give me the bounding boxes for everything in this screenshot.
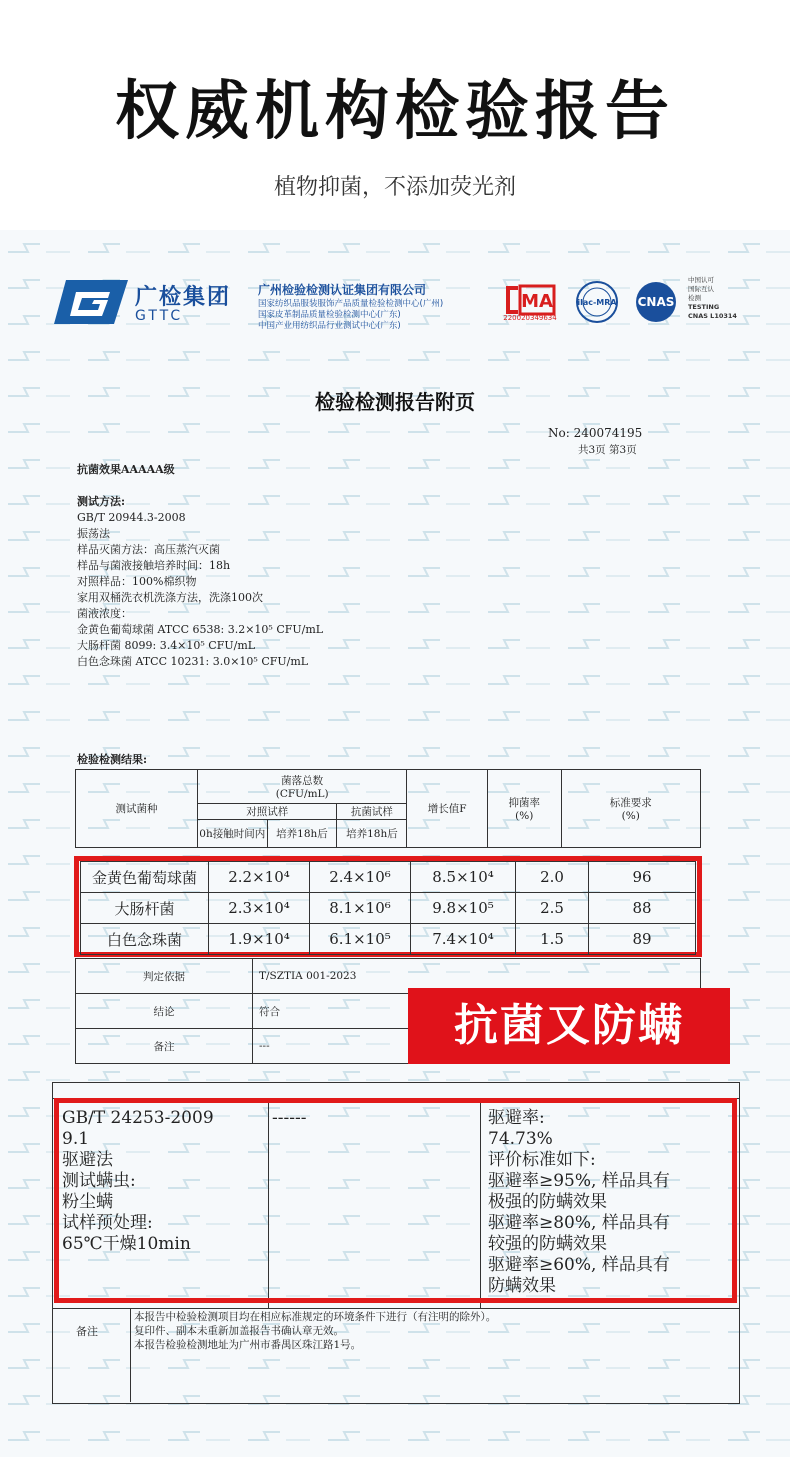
- method-line: 白色念珠菌 ATCC 10231: 3.0×10⁵ CFU/mL: [77, 655, 309, 668]
- conclusion-value: 符合: [253, 994, 701, 1029]
- mite-bottom-rule: [52, 1308, 740, 1309]
- row-c0: 2.2×10⁴: [209, 862, 310, 893]
- mite-note: [134, 1310, 496, 1352]
- row-a18: 9.8×10⁵: [411, 893, 516, 924]
- org-line-2: 国家皮革制品质量检验检测中心(广东): [258, 310, 401, 320]
- th-strain: 测试菌种: [76, 770, 198, 848]
- method-line: 样品与菌液接触培养时间：18h: [77, 559, 231, 572]
- grade-label: 抗菌效果AAAAA级: [77, 463, 175, 476]
- row-strain: 金黄色葡萄球菌: [81, 862, 209, 893]
- method-line: 金黄色葡萄球菌 ATCC 6538: 3.2×10⁵ CFU/mL: [77, 623, 324, 636]
- cnas-caption-4: TESTING: [688, 303, 720, 311]
- org-name: 广州检验检测认证集团有限公司: [258, 283, 427, 297]
- th-total-label: 菌落总数: [281, 775, 324, 787]
- table-row: [81, 924, 696, 955]
- cnas-caption-2: 国际互认: [688, 285, 714, 293]
- row-f: 2.0: [516, 862, 589, 893]
- row-c18: 2.4×10⁶: [310, 862, 411, 893]
- cnas-caption-3: 检测: [688, 294, 701, 302]
- row-a18: 8.5×10⁴: [411, 862, 516, 893]
- report-pages: 共3页 第3页: [578, 444, 637, 456]
- th-total: [198, 770, 407, 804]
- row-strain: 大肠杆菌: [81, 893, 209, 924]
- method-line: 菌液浓度：: [77, 607, 132, 620]
- ilac-text: ilac-MRA: [577, 298, 617, 307]
- cnas-caption: [688, 276, 737, 321]
- th-inhibit-label: 抑菌率: [508, 797, 540, 809]
- method-line: 样品灭菌方法：高压蒸汽灭菌: [77, 543, 220, 556]
- mite-note-line: 复印件、副本未重新加盖报告书确认章无效。: [134, 1325, 344, 1337]
- note-value: ---: [253, 1029, 701, 1064]
- mite-note-divider: [130, 1308, 131, 1402]
- row-c18: 8.1×10⁶: [310, 893, 411, 924]
- org-line-3: 中国产业用纺织品行业测试中心(广东): [258, 321, 401, 331]
- cma-text: MA: [521, 291, 553, 312]
- method-line: 家用双桶洗衣机洗涤方法，洗涤100次: [77, 591, 263, 604]
- row-rate: 96: [589, 862, 696, 893]
- row-c18: 6.1×10⁵: [310, 924, 411, 955]
- results-table-header: [75, 769, 701, 848]
- table-row: [81, 893, 696, 924]
- mite-control: ------: [272, 1108, 307, 1128]
- report-number: No: 240074195: [548, 426, 643, 440]
- mite-result: 驱避率: 74.73% 评价标准如下: 驱避率≥95%, 样品具有 极强的防螨效果 驱避率≥80%, 样品具有 较强的防螨效果 驱避率≥60%, 样品具有 防螨效果: [488, 1108, 670, 1296]
- cnas-caption-1: 中国认可: [688, 276, 714, 284]
- page-title: 权威机构检验报告: [115, 75, 675, 149]
- report-title: 检验检测报告附页: [315, 390, 475, 414]
- promo-banner: 抗菌又防螨: [408, 988, 730, 1064]
- basis-value: T/SZTIA 001-2023: [253, 959, 701, 994]
- result-heading: 检验检测结果:: [77, 753, 148, 766]
- row-c0: 2.3×10⁴: [209, 893, 310, 924]
- note-label: 备注: [76, 1029, 253, 1064]
- table-row: [81, 862, 696, 893]
- method-list: [77, 510, 323, 670]
- mite-note-line: 本报告中检验检测项目均在相应标准规定的环境条件下进行（有注明的除外）。: [134, 1311, 497, 1323]
- row-a18: 7.4×10⁴: [411, 924, 516, 955]
- th-control-18h: 培养18h后: [267, 820, 337, 848]
- row-f: 2.5: [516, 893, 589, 924]
- cnas-text: CNAS: [637, 295, 675, 309]
- method-line: 对照样品：100%棉织物: [77, 575, 197, 588]
- th-standard-label: 标准要求: [609, 797, 652, 809]
- row-rate: 89: [589, 924, 696, 955]
- cnas-caption-5: CNAS L10314: [688, 312, 737, 320]
- results-table-body: [80, 861, 696, 955]
- method-line: GB/T 20944.3-2008: [77, 511, 186, 524]
- th-control: 对照试样: [198, 804, 337, 820]
- th-standard-unit: (%): [621, 810, 640, 822]
- org-line-1: 国家纺织品服装服饰产品质量检验检测中心(广州): [258, 299, 444, 309]
- th-inhibit-unit: (%): [515, 810, 534, 822]
- gttc-logo-icon: [52, 276, 130, 328]
- th-growth: 增长值F: [407, 770, 488, 848]
- ilac-logo-icon: [570, 280, 624, 324]
- page-header: [0, 0, 790, 230]
- cma-mark: [500, 280, 560, 324]
- th-total-unit: (CFU/mL): [275, 788, 329, 800]
- method-line: 振荡法: [77, 527, 110, 540]
- cnas-mark: [628, 280, 684, 324]
- row-c0: 1.9×10⁴: [209, 924, 310, 955]
- row-f: 1.5: [516, 924, 589, 955]
- th-antibacterial: 抗菌试样: [337, 804, 407, 820]
- basis-label: 判定依据: [76, 959, 253, 994]
- row-rate: 88: [589, 893, 696, 924]
- mite-note-line: 本报告检验检测地址为广州市番禺区珠江路1号。: [134, 1339, 362, 1351]
- method-line: 大肠杆菌 8099: 3.4×10⁵ CFU/mL: [77, 639, 256, 652]
- row-strain: 白色念珠菌: [81, 924, 209, 955]
- conclusion-label: 结论: [76, 994, 253, 1029]
- cma-number: 220020349634: [503, 314, 557, 322]
- th-standard: [561, 770, 700, 848]
- th-antibacterial-18h: 培养18h后: [337, 820, 407, 848]
- cnas-logo-icon: [628, 280, 684, 324]
- brand-name: 广检集团: [135, 285, 232, 310]
- th-inhibit: [487, 770, 561, 848]
- mite-note-label: 备注: [76, 1325, 98, 1338]
- page-subtitle: 植物抑菌，不添加荧光剂: [273, 175, 516, 200]
- mite-method: GB/T 24253-2009 9.1 驱避法 测试螨虫: 粉尘螨 试样预处理: 65℃干燥10min: [62, 1108, 214, 1254]
- brand-en: GTTC: [135, 308, 184, 324]
- ilac-mark: [570, 280, 624, 324]
- th-control-0h: 0h接触时间内: [198, 820, 268, 848]
- method-heading: 测试方法:: [77, 495, 126, 508]
